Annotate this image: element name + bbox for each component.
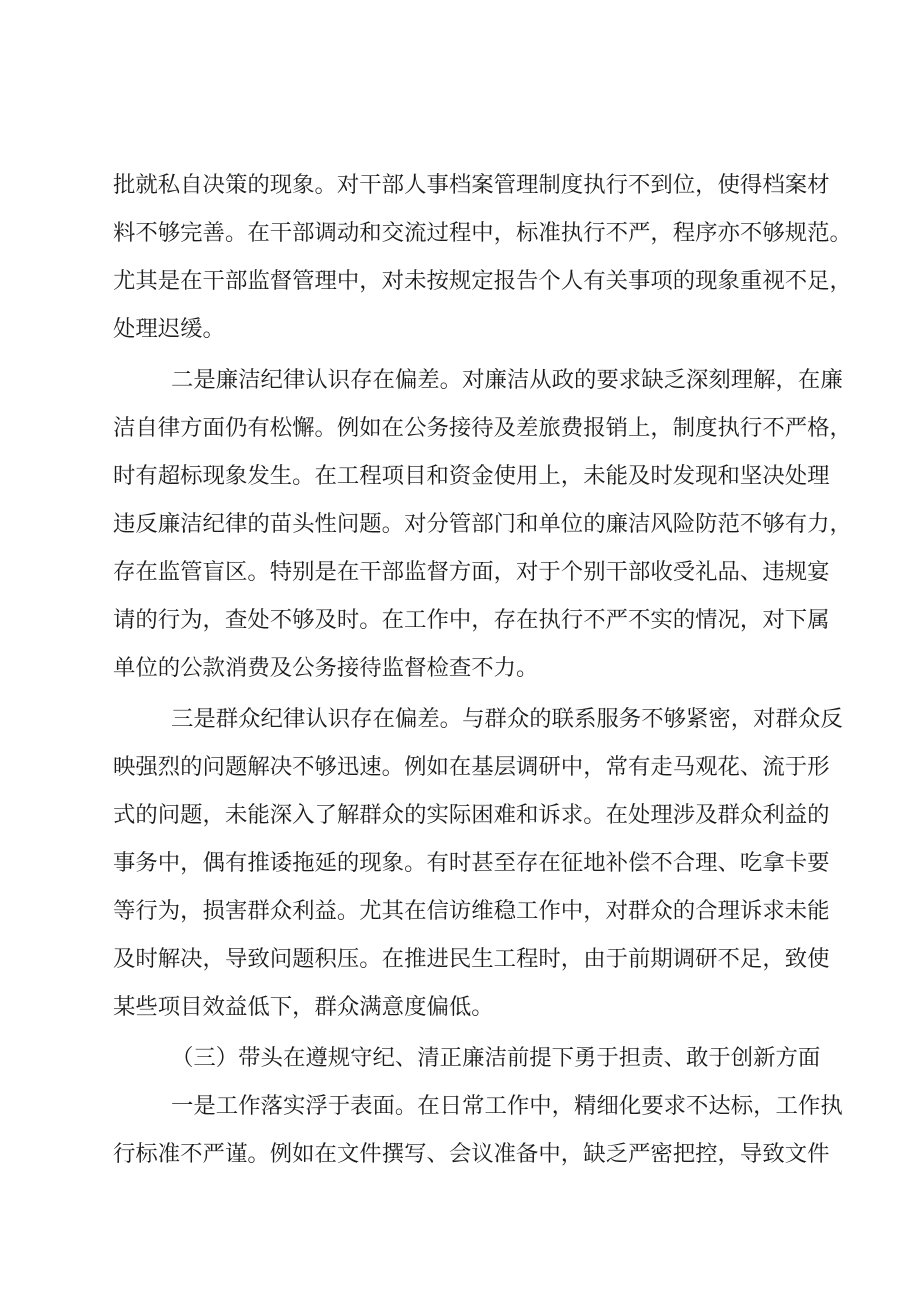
text-line: 一是工作落实浮于表面。在日常工作中，精细化要求不达标，工作执 <box>171 1093 843 1119</box>
text-line: 等行为，损害群众利益。尤其在信访维稳工作中，对群众的合理诉求未能 <box>113 898 830 924</box>
text-line: 洁自律方面仍有松懈。例如在公务接待及差旅费报销上，制度执行不严格， <box>113 415 852 441</box>
text-line: 事务中，偶有推诿拖延的现象。有时甚至存在征地补偿不合理、吃拿卡要 <box>113 850 830 876</box>
text-line: 及时解决，导致问题积压。在推进民生工程时，由于前期调研不足，致使 <box>113 946 830 972</box>
text-line: 批就私自决策的现象。对干部人事档案管理制度执行不到位，使得档案材 <box>113 172 830 198</box>
text-line: 三是群众纪律认识存在偏差。与群众的联系服务不够紧密，对群众反 <box>171 706 843 732</box>
text-line: 式的问题，未能深入了解群众的实际困难和诉求。在处理涉及群众利益的 <box>113 802 830 828</box>
text-line: 某些项目效益低下，群众满意度偏低。 <box>113 994 494 1020</box>
text-line: 请的行为，查处不够及时。在工作中，存在执行不严不实的情况，对下属 <box>113 607 830 633</box>
text-line: 行标准不严谨。例如在文件撰写、会议准备中，缺乏严密把控，导致文件 <box>113 1141 830 1167</box>
text-line: 单位的公款消费及公务接待监督检查不力。 <box>113 655 539 681</box>
text-line: 违反廉洁纪律的苗头性问题。对分管部门和单位的廉洁风险防范不够有力， <box>113 511 852 537</box>
text-line: 尤其是在干部监督管理中，对未按规定报告个人有关事项的现象重视不足， <box>113 268 852 294</box>
text-line: 二是廉洁纪律认识存在偏差。对廉洁从政的要求缺乏深刻理解，在廉 <box>171 367 843 393</box>
text-line: 映强烈的问题解决不够迅速。例如在基层调研中，常有走马观花、流于形 <box>113 754 830 780</box>
text-line: 处理迟缓。 <box>113 316 225 342</box>
text-line: 时有超标现象发生。在工程项目和资金使用上，未能及时发现和坚决处理 <box>113 463 830 489</box>
text-line: 存在监管盲区。特别是在干部监督方面，对于个别干部收受礼品、违规宴 <box>113 559 830 585</box>
text-line: 料不够完善。在干部调动和交流过程中，标准执行不严，程序亦不够规范。 <box>113 220 852 246</box>
section-heading-text: （三）带头在遵规守纪、清正廉洁前提下勇于担责、敢于创新方面 <box>171 1045 821 1071</box>
